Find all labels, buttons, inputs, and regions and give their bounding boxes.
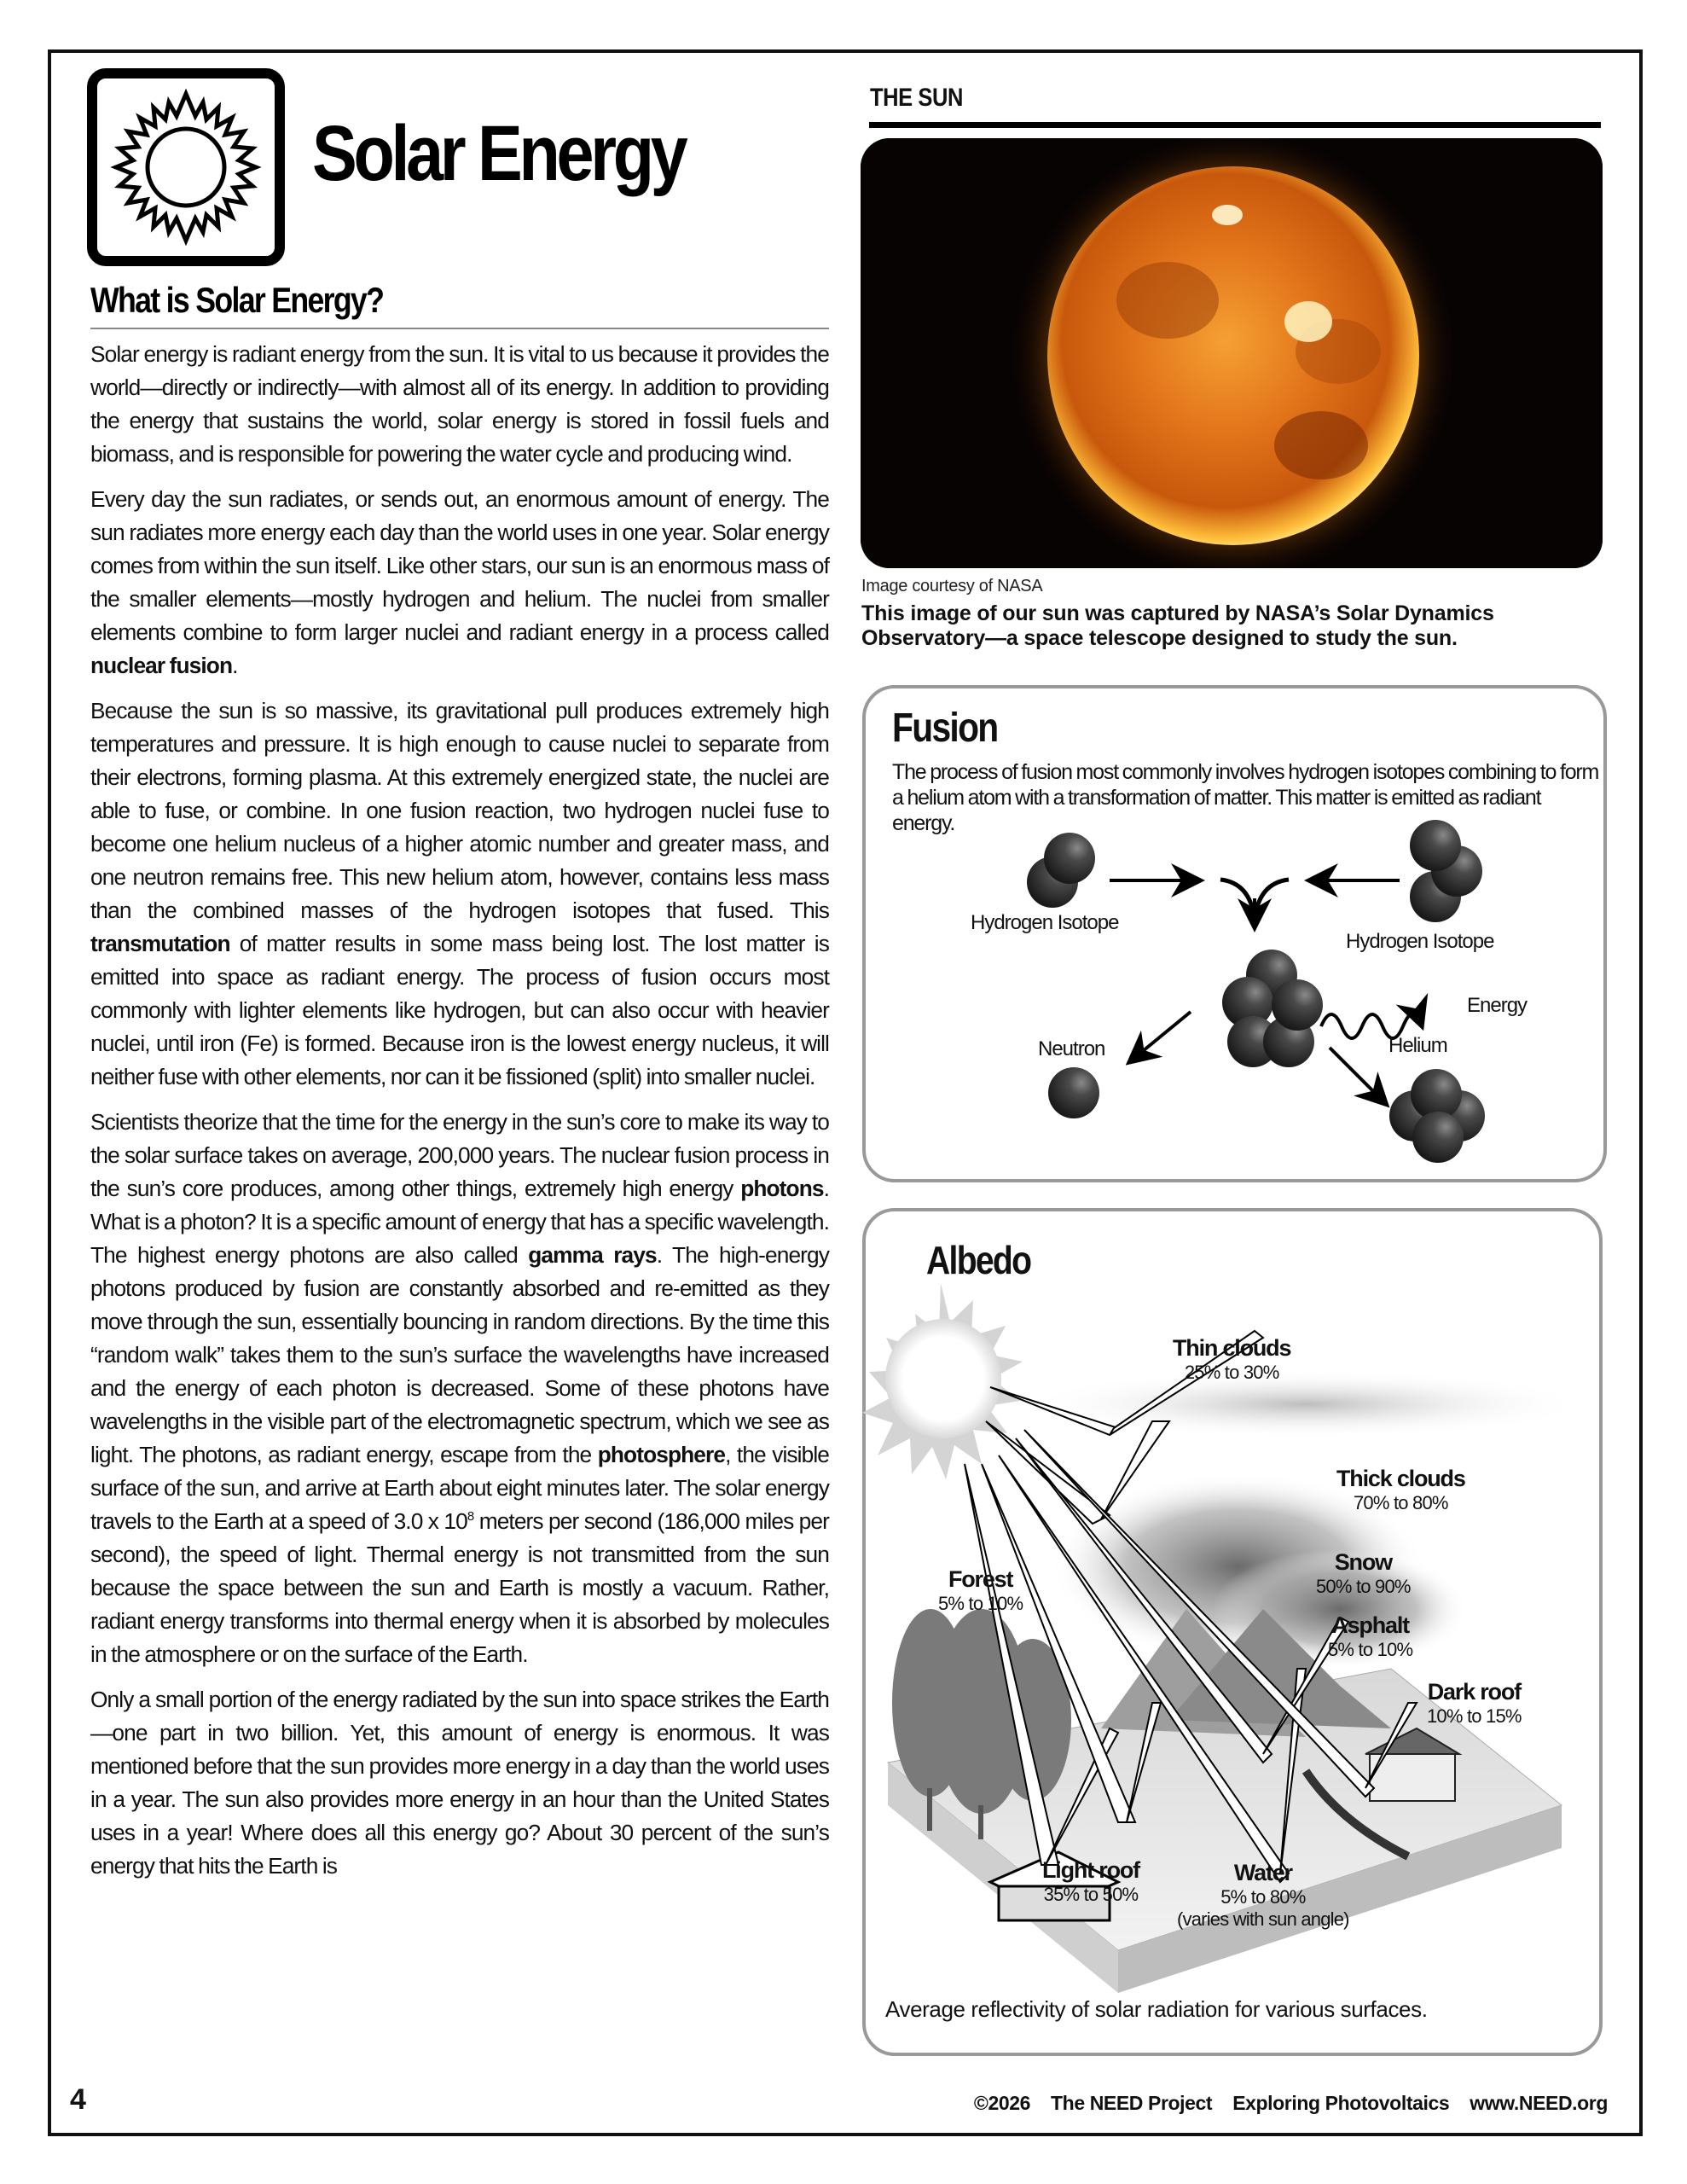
neutron-particle <box>1048 1067 1099 1118</box>
body-paragraph: Every day the sun radiates, or sends out, an enormous amount of energy. The sun radiates more energy each day than the world uses in one year. Solar energy comes from within the sun itself. Like other stars, our sun is an enormous mass of the smaller elements—mostly hydrogen and helium. The nuclei from smaller elements combine to form larger nuclei and radiant energy in a process called nuclear fusion. <box>90 486 829 678</box>
albedo-label-thick-clouds: Thick clouds 70% to 80% <box>1336 1466 1465 1513</box>
label-hydrogen-left: Hydrogen Isotope <box>971 911 1119 934</box>
label-energy: Energy <box>1467 994 1528 1017</box>
bold-term: photons <box>740 1176 824 1201</box>
albedo-label-snow: Snow 50% to 90% <box>1316 1549 1411 1597</box>
sun-figure-label: THE SUN <box>870 84 963 112</box>
fusion-description: The process of fusion most commonly involves hydrogen isotopes combining to form a helium atom with a transformation of matter. This matter is emitted as radiant energy. <box>892 760 1599 835</box>
bold-term: gamma rays <box>528 1242 657 1268</box>
image-caption: This image of our sun was captured by NASA’s Solar Dynamics Observatory—a space telescope designed to study the sun. <box>861 601 1494 650</box>
helium-atom <box>1389 1069 1485 1163</box>
fusion-title: Fusion <box>892 706 998 751</box>
footer-copyright: ©2026 <box>973 2092 1031 2114</box>
hydrogen-isotope-right <box>1410 820 1482 922</box>
hydrogen-isotope-left <box>1027 833 1095 908</box>
albedo-label-forest: Forest 5% to 10% <box>938 1566 1023 1614</box>
section-heading: What is Solar Energy? <box>90 280 384 320</box>
albedo-label-water: Water 5% to 80% (varies with sun angle) <box>1177 1860 1349 1930</box>
albedo-label-light-roof: Light roof 35% to 50% <box>1042 1857 1139 1905</box>
albedo-caption: Average reflectivity of solar radiation for various surfaces. <box>885 1996 1428 2022</box>
sun-icon <box>87 68 285 266</box>
body-paragraph: Scientists theorize that the time for the energy in the sun’s core to make its way to the solar surface takes on average, 200,000 years. The nuclear fusion process in the sun’s core produces, among other things, extremely high energy photons. What is a photon? It is a specific amount of energy that has a specific wavelength. The highest energy photons are also called gamma rays. The high-energy photons produced by fusion are constantly absorbed and re-emitted as they move through the sun, essentially bouncing in random directions. By the time this “random walk” takes them to the sun’s surface the wavelengths have increased and the energy of each photon is decreased. Some of these photons have wavelengths in the visible part of the electromagnetic spectrum, which we see as light. The photons, as radiant energy, escape from the photosphere, the visible surface of the sun, and arrive at Earth about eight minutes later. The solar energy travels to the Earth at a speed of 3.0 x $10^8$ meters per second (186,000 miles per second), the speed of light. Thermal energy is not transmitted from the sun because the space between the sun and Earth is mostly a vacuum. Rather, radiant energy transforms into thermal energy when it is absorbed by molecules in the atmosphere or on the surface of the Earth. <box>90 1109 830 1667</box>
image-credit: Image courtesy of NASA <box>861 577 1043 595</box>
body-paragraph: Solar energy is radiant energy from the sun. It is vital to us because it provides the world—directly or indirectly—with almost all of its energy. In addition to providing the energy that sustains the world, solar energy is stored in fossil fuels and biomass, and is responsible for powering the water cycle and producing wind. <box>90 341 829 467</box>
sun-figure-rule <box>869 122 1601 128</box>
albedo-title: Albedo <box>926 1238 1031 1282</box>
label-helium: Helium <box>1388 1034 1447 1057</box>
sun-icon-glyph <box>97 78 275 256</box>
label-neutron: Neutron <box>1038 1037 1105 1060</box>
body-text <box>90 338 829 1895</box>
body-paragraph: Because the sun is so massive, its gravitational pull produces extremely high temperatures and pressure. It is high enough to cause nuclei to separate from their electrons, forming plasma. At this extremely energized state, the nuclei are able to fuse, or combine. In one fusion reaction, two hydrogen nuclei fuse to become one helium nucleus of a higher atomic number and greater mass, and one neutron remains free. This new helium atom, however, contains less mass than the combined masses of the hydrogen isotopes that fused. This transmutation of matter results in some mass being lost. The lost matter is emitted into space as radiant energy. The process of fusion occurs most commonly with lighter elements like hydrogen, but can also occur with heavier nuclei, until iron (Fe) is formed. Because iron is the lowest energy nucleus, it will neither fuse with other elements, nor can it be fissioned (split) into smaller nuclei. <box>90 698 829 1089</box>
sun-photo-image <box>861 138 1603 568</box>
bold-term: transmutation <box>90 931 230 956</box>
section-divider <box>90 328 829 329</box>
label-hydrogen-right: Hydrogen Isotope <box>1346 930 1494 953</box>
footer <box>947 2092 1608 2115</box>
bold-term: nuclear fusion <box>90 653 233 678</box>
footer-guide: Exploring Photovoltaics <box>1232 2092 1450 2114</box>
footer-organization: The NEED Project <box>1051 2092 1213 2114</box>
albedo-sun <box>862 1283 1023 1479</box>
albedo-label-asphalt: Asphalt 5% to 10% <box>1328 1612 1413 1660</box>
body-paragraph: Only a small portion of the energy radiated by the sun into space strikes the Earth—one part in two billion. Yet, this amount of energy is enormous. It was mentioned before that the sun provides more energy in a day than the world uses in a year. The sun also provides more energy in an hour than the United States uses in a year! Where does all this energy go? About 30 percent of the sun’s energy that hits the Earth is <box>90 1687 829 1879</box>
sun-photo <box>861 138 1603 568</box>
page-number: 4 <box>70 2083 86 2116</box>
page-title: Solar Energy <box>312 110 685 197</box>
fusion-cluster <box>1222 950 1323 1067</box>
albedo-label-dark-roof: Dark roof 10% to 15% <box>1427 1679 1522 1727</box>
albedo-label-thin-clouds: Thin clouds 25% to 30% <box>1173 1335 1291 1383</box>
footer-website[interactable]: www.NEED.org <box>1470 2092 1608 2114</box>
bold-term: photosphere <box>597 1442 726 1467</box>
superscript: 8 <box>467 1509 474 1525</box>
